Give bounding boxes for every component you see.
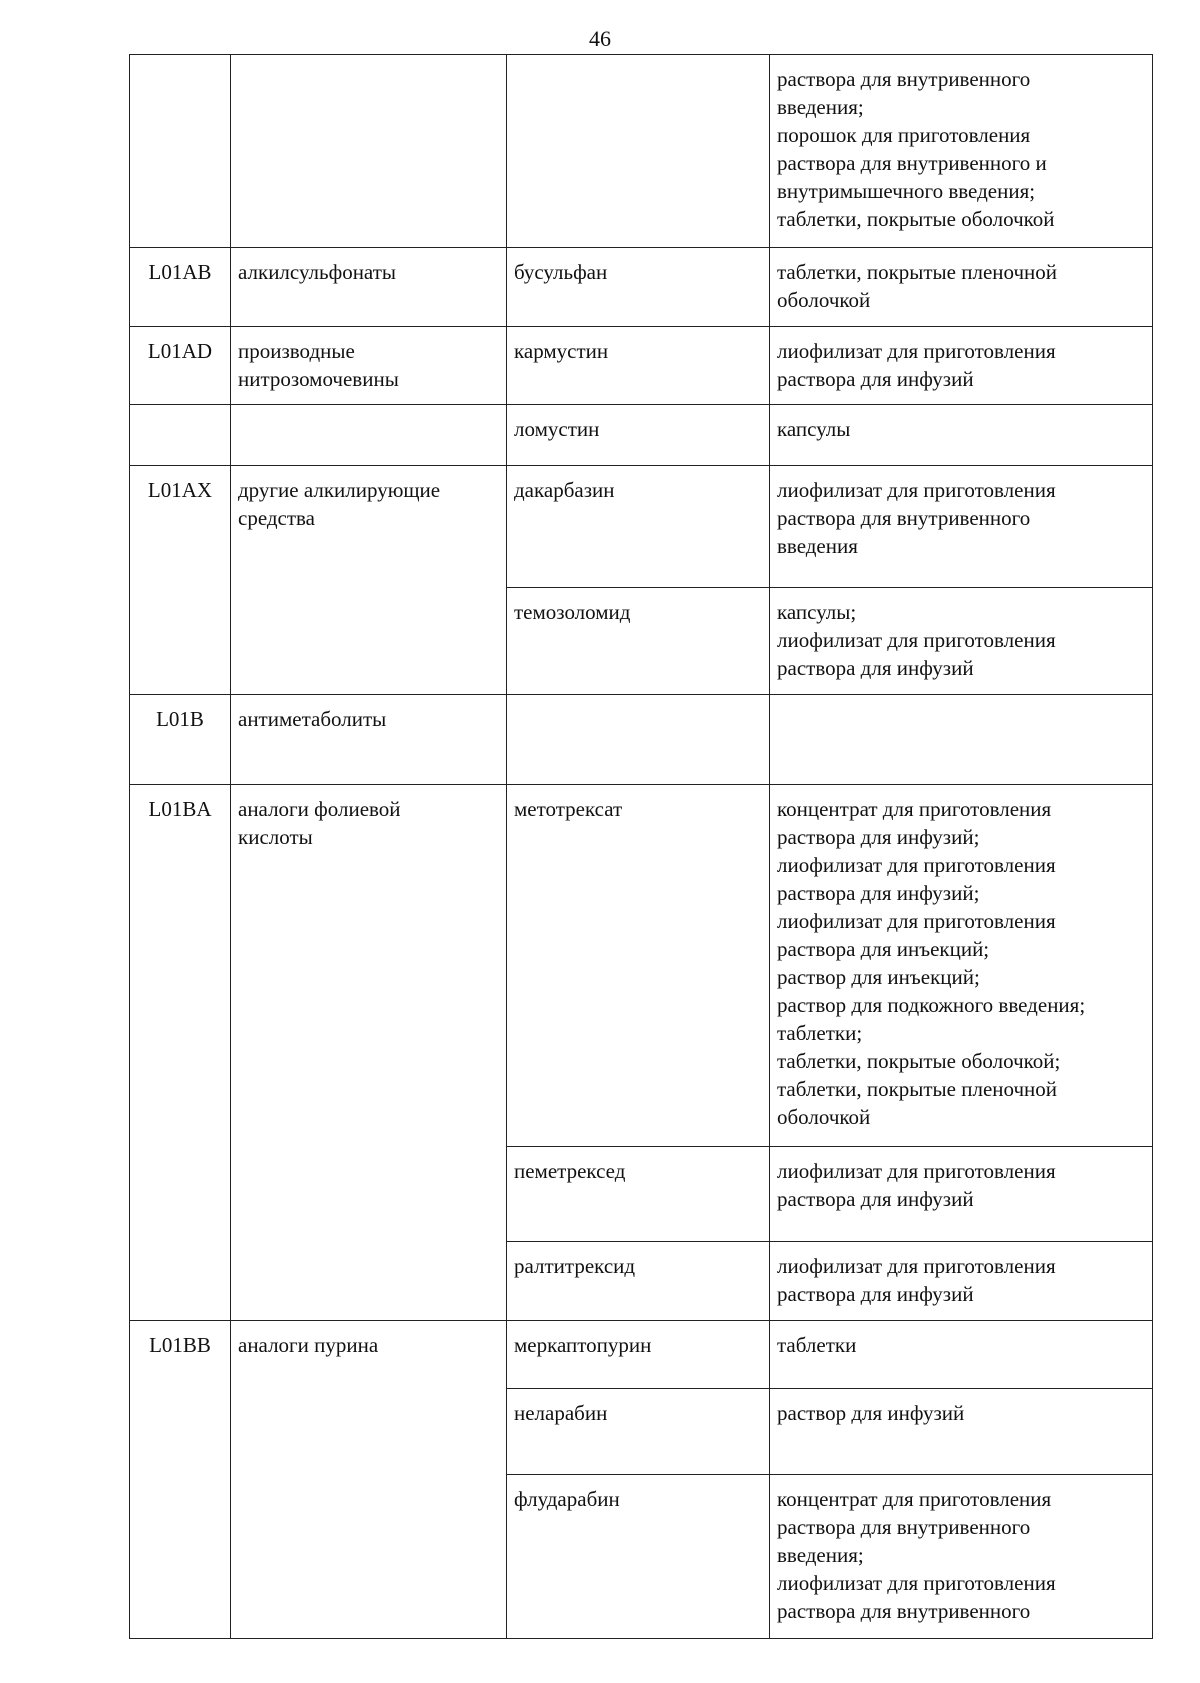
atc-code-cell: L01AD: [130, 327, 231, 405]
table-row: [130, 695, 1153, 785]
dosage-form-cell: таблетки, покрытые пленочной оболочкой: [770, 248, 1153, 327]
group-name-cell: [231, 1475, 507, 1639]
table-row: [130, 405, 1153, 466]
atc-code-cell: [130, 1389, 231, 1475]
atc-code-cell: L01AX: [130, 466, 231, 588]
drug-name-cell: пеметрексед: [507, 1147, 770, 1242]
atc-code-cell: [130, 1147, 231, 1242]
table-row: [130, 1242, 1153, 1321]
drug-name-cell: кармустин: [507, 327, 770, 405]
group-name-cell: производные нитрозомочевины: [231, 327, 507, 405]
dosage-form-cell: раствора для внутривенного введения; порошок для приготовления раствора для внутривенного и внутримышечного введения; таблетки, покрытые оболочкой: [770, 55, 1153, 248]
group-name-cell: алкилсульфонаты: [231, 248, 507, 327]
dosage-form-cell: лиофилизат для приготовления раствора для инфузий: [770, 1242, 1153, 1321]
dosage-form-cell: концентрат для приготовления раствора для инфузий; лиофилизат для приготовления раствора для инфузий; лиофилизат для приготовления раствора для инъекций; раствор для инъекций; раствор для подкожного введения; таблетки; таблетки, покрытые оболочкой; таблетки, покрытые пленочной оболочкой: [770, 785, 1153, 1147]
group-name-cell: [231, 1147, 507, 1242]
drug-name-cell: [507, 695, 770, 785]
table-row: [130, 785, 1153, 1147]
dosage-form-cell: лиофилизат для приготовления раствора для инфузий: [770, 327, 1153, 405]
atc-code-cell: [130, 405, 231, 466]
table-row: [130, 466, 1153, 588]
drug-name-cell: неларабин: [507, 1389, 770, 1475]
atc-code-cell: L01B: [130, 695, 231, 785]
atc-code-cell: L01BB: [130, 1321, 231, 1389]
atc-code-cell: [130, 1475, 231, 1639]
atc-code-cell: [130, 588, 231, 695]
drug-name-cell: флударабин: [507, 1475, 770, 1639]
atc-code-cell: L01AB: [130, 248, 231, 327]
group-name-cell: [231, 55, 507, 248]
table-row: [130, 55, 1153, 248]
atc-code-cell: [130, 55, 231, 248]
group-name-cell: [231, 1242, 507, 1321]
table-row: [130, 588, 1153, 695]
dosage-form-cell: лиофилизат для приготовления раствора для внутривенного введения: [770, 466, 1153, 588]
dosage-form-cell: таблетки: [770, 1321, 1153, 1389]
dosage-form-cell: [770, 695, 1153, 785]
group-name-cell: другие алкилирующие средства: [231, 466, 507, 588]
dosage-form-cell: концентрат для приготовления раствора для внутривенного введения; лиофилизат для приготовления раствора для внутривенного: [770, 1475, 1153, 1639]
drug-name-cell: [507, 55, 770, 248]
drug-name-cell: ралтитрексид: [507, 1242, 770, 1321]
dosage-form-cell: лиофилизат для приготовления раствора для инфузий: [770, 1147, 1153, 1242]
group-name-cell: [231, 1389, 507, 1475]
group-name-cell: [231, 405, 507, 466]
table-row: [130, 1147, 1153, 1242]
dosage-form-cell: капсулы; лиофилизат для приготовления раствора для инфузий: [770, 588, 1153, 695]
table-row: [130, 248, 1153, 327]
drug-name-cell: ломустин: [507, 405, 770, 466]
drug-list-table-frame: [129, 54, 1153, 1639]
table-row: [130, 327, 1153, 405]
group-name-cell: [231, 588, 507, 695]
drug-name-cell: дакарбазин: [507, 466, 770, 588]
drug-list-table: [129, 54, 1153, 1639]
group-name-cell: аналоги фолиевой кислоты: [231, 785, 507, 1147]
page-number: 46: [589, 26, 611, 51]
group-name-cell: антиметаболиты: [231, 695, 507, 785]
table-row: [130, 1389, 1153, 1475]
drug-name-cell: меркаптопурин: [507, 1321, 770, 1389]
drug-name-cell: бусульфан: [507, 248, 770, 327]
dosage-form-cell: капсулы: [770, 405, 1153, 466]
drug-name-cell: метотрексат: [507, 785, 770, 1147]
drug-name-cell: темозоломид: [507, 588, 770, 695]
dosage-form-cell: раствор для инфузий: [770, 1389, 1153, 1475]
atc-code-cell: L01BA: [130, 785, 231, 1147]
group-name-cell: аналоги пурина: [231, 1321, 507, 1389]
table-row: [130, 1475, 1153, 1639]
atc-code-cell: [130, 1242, 231, 1321]
table-row: [130, 1321, 1153, 1389]
